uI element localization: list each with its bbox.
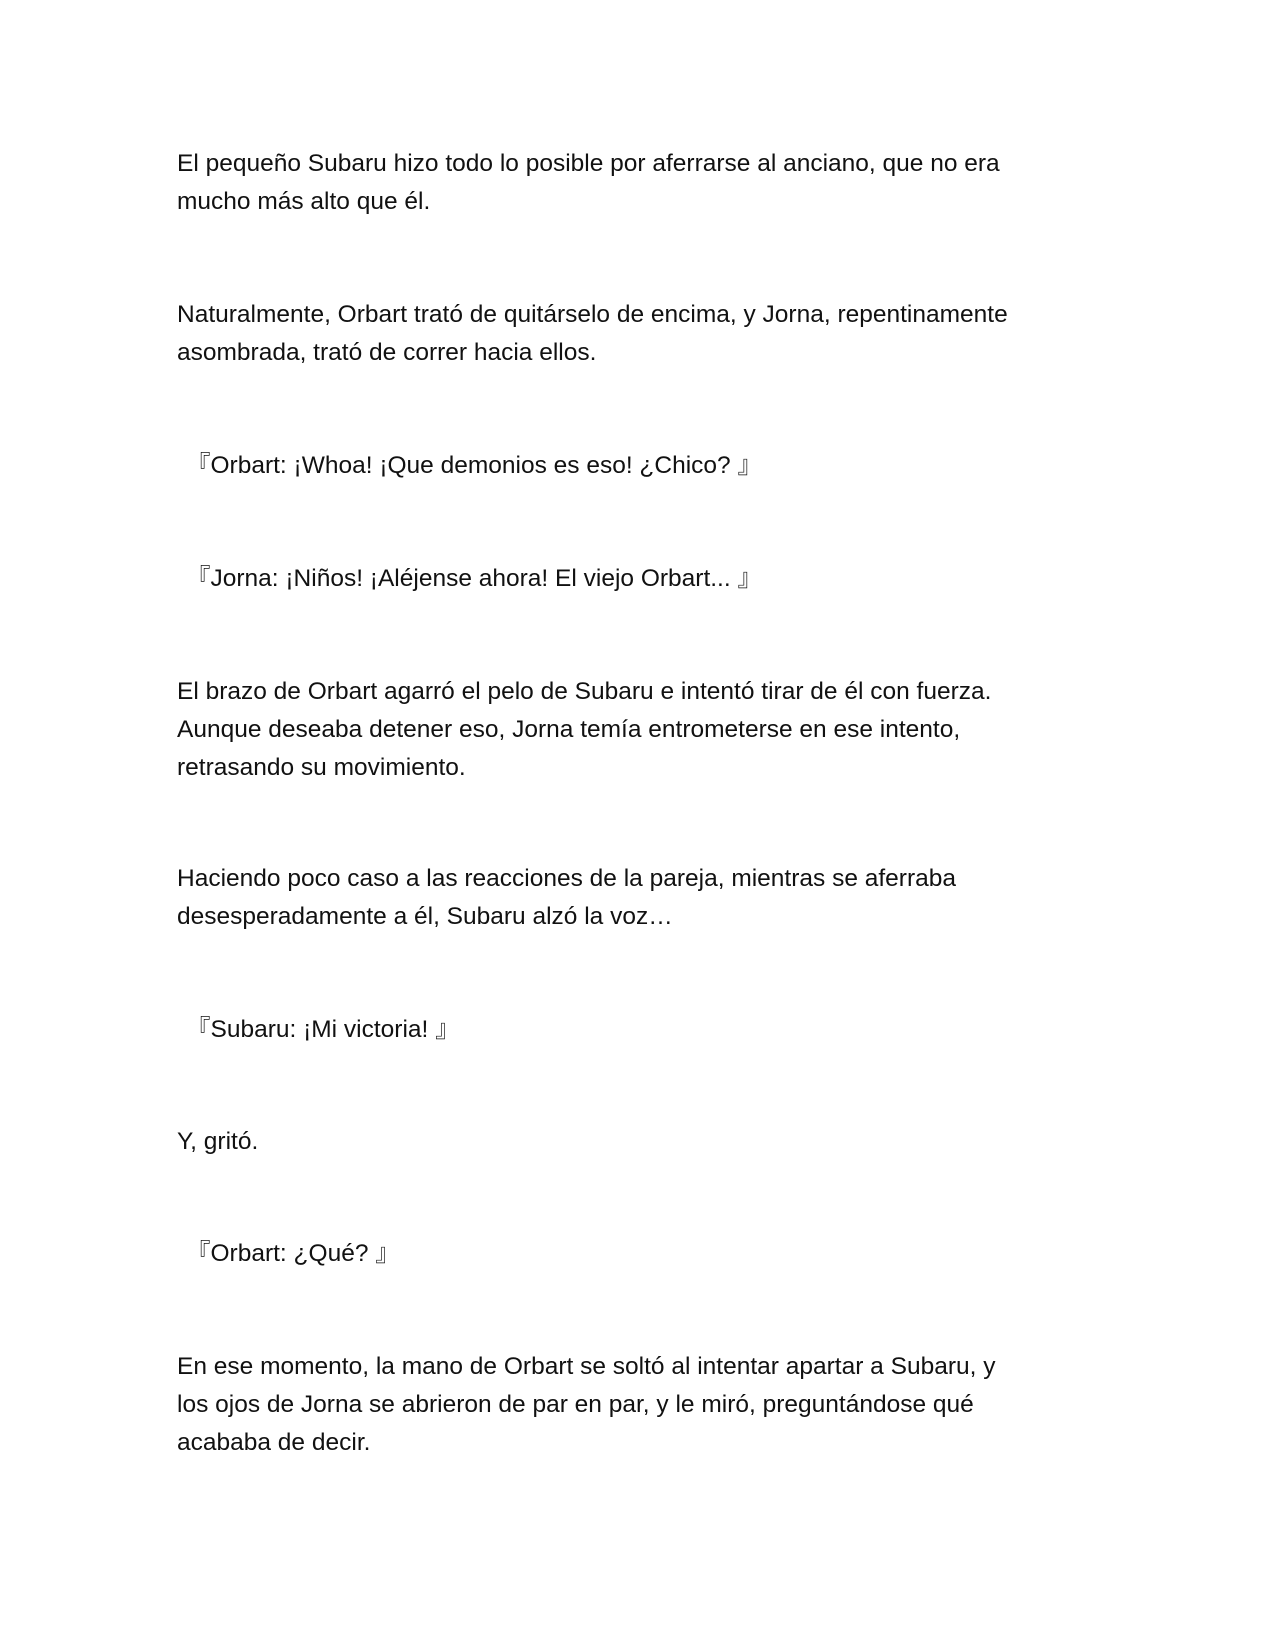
paragraph-5-line-1: El brazo de Orbart agarró el pelo de Subaru e intentó tirar de él con fuerza. — [177, 678, 992, 705]
paragraph-10-line-3: acababa de decir. — [177, 1429, 371, 1456]
dialogue-subaru-victoria: 『Subaru: ¡Mi victoria! 』 — [186, 1016, 460, 1043]
paragraph-8-line-1: Y, gritó. — [177, 1128, 259, 1155]
dialogue-orbart-whoa: 『Orbart: ¡Whoa! ¡Que demonios es eso! ¿Chico? 』 — [186, 452, 762, 479]
dialogue-orbart-que: 『Orbart: ¿Qué? 』 — [186, 1240, 400, 1267]
paragraph-5-line-2: Aunque deseaba detener eso, Jorna temía entrometerse en ese intento, — [177, 716, 961, 743]
paragraph-1-line-1: El pequeño Subaru hizo todo lo posible por aferrarse al anciano, que no era — [177, 150, 1000, 177]
dialogue-jorna-ninos: 『Jorna: ¡Niños! ¡Aléjense ahora! El viejo Orbart... 』 — [186, 565, 762, 592]
paragraph-10-line-2: los ojos de Jorna se abrieron de par en par, y le miró, preguntándose qué — [177, 1391, 974, 1418]
paragraph-2-line-2: asombrada, trató de correr hacia ellos. — [177, 339, 597, 366]
paragraph-2-line-1: Naturalmente, Orbart trató de quitárselo de encima, y Jorna, repentinamente — [177, 301, 1008, 328]
paragraph-6-line-2: desesperadamente a él, Subaru alzó la voz… — [177, 903, 673, 930]
paragraph-6-line-1: Haciendo poco caso a las reacciones de la pareja, mientras se aferraba — [177, 865, 956, 892]
paragraph-5-line-3: retrasando su movimiento. — [177, 754, 466, 781]
paragraph-10-line-1: En ese momento, la mano de Orbart se soltó al intentar apartar a Subaru, y — [177, 1353, 996, 1380]
paragraph-1-line-2: mucho más alto que él. — [177, 188, 431, 215]
